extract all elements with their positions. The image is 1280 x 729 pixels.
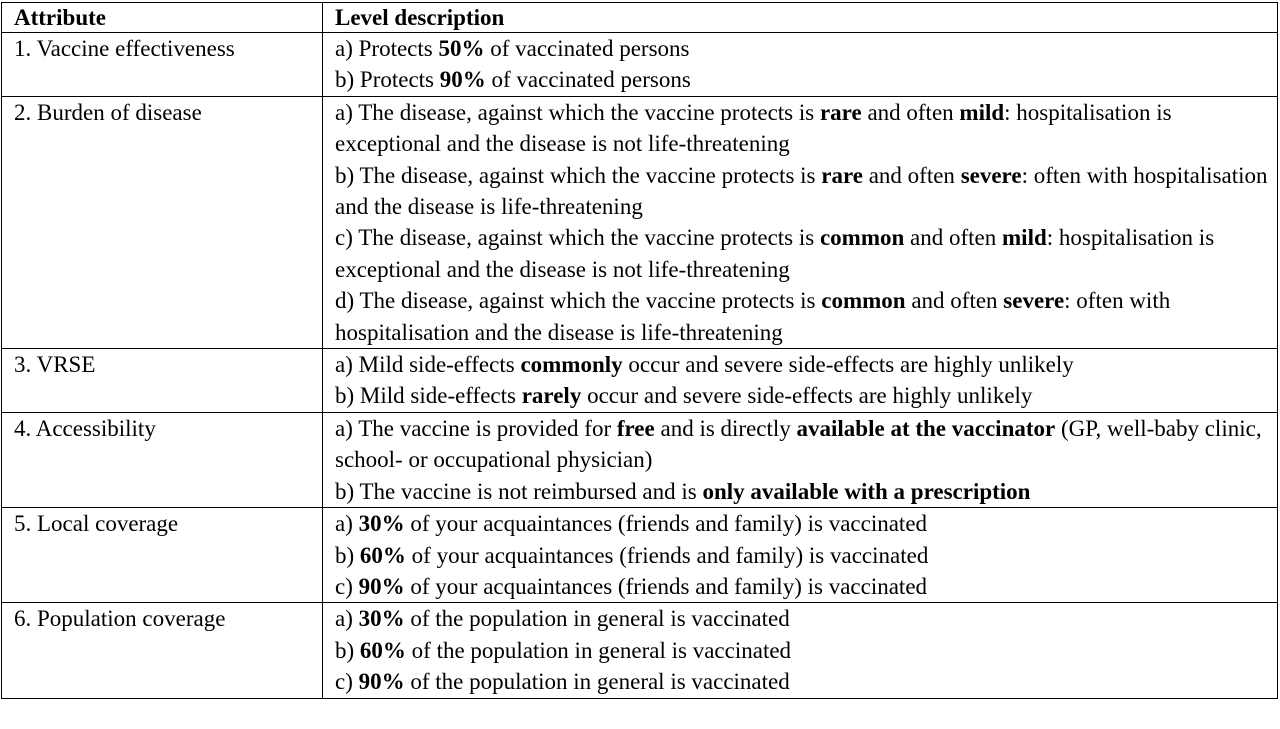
level-text: and often (904, 225, 1003, 251)
level-text: and often (905, 288, 1004, 314)
level-item (335, 635, 1277, 666)
level-text: a) (335, 511, 359, 537)
level-text: b) Mild side-effects (335, 383, 522, 409)
level-text: c) The disease, against which the vaccine protects is (335, 225, 820, 251)
level-text: d) The disease, against which the vaccine protects is (335, 288, 822, 314)
level-text: a) Protects (335, 36, 439, 61)
level-text: of your acquaintances (friends and family) is vaccinated (404, 511, 928, 537)
table-row (2, 33, 1278, 97)
level-text-emphasis: rarely (521, 383, 582, 409)
level-text-emphasis: rare (819, 99, 862, 125)
attribute-cell: 6. Population coverage (2, 603, 323, 698)
level-text: b) (335, 542, 360, 568)
level-item (335, 160, 1277, 223)
level-text: of the population in general is vaccinated (405, 637, 792, 663)
level-text-emphasis: mild (959, 99, 1005, 125)
level-item (335, 97, 1277, 160)
level-text-emphasis: only available with a prescription (702, 478, 1031, 504)
level-item (335, 413, 1277, 476)
level-text: : hospitalisation is exceptional and the disease is not life-threatening (335, 225, 1220, 282)
level-text-emphasis: severe (1003, 288, 1065, 314)
level-text-emphasis: common (821, 288, 906, 314)
attribute-cell: 5. Local coverage (2, 508, 323, 603)
table-row (2, 96, 1278, 348)
level-text-emphasis: 30% (358, 606, 405, 632)
level-text: of your acquaintances (friends and family) is vaccinated (405, 542, 929, 568)
level-text-emphasis: severe (960, 162, 1022, 188)
attribute-cell: 1. Vaccine effectiveness (2, 33, 323, 97)
level-text: a) The vaccine is provided for (335, 415, 617, 441)
level-item (335, 285, 1277, 348)
attribute-level-table (1, 2, 1278, 699)
level-text: : hospitalisation is exceptional and the disease is not life-threatening (335, 99, 1178, 157)
level-text: b) The vaccine is not reimbursed and is (335, 478, 703, 504)
level-description-cell (323, 603, 1278, 698)
level-text: of the population in general is vaccinated (404, 669, 790, 695)
table-header (2, 3, 1278, 33)
level-text: of your acquaintances (friends and family) is vaccinated (404, 573, 928, 599)
level-text: occur and severe side-effects are highly unlikely (581, 383, 1033, 409)
table-body (2, 33, 1278, 699)
level-item (335, 666, 1277, 697)
level-text-emphasis: mild (1002, 225, 1047, 251)
level-text-emphasis: 50% (438, 36, 485, 61)
level-text-emphasis: free (616, 415, 655, 441)
level-text-emphasis: 60% (359, 637, 406, 663)
table-row (2, 508, 1278, 603)
level-item (335, 222, 1277, 285)
level-text-emphasis: 60% (359, 542, 406, 568)
level-text-emphasis: 30% (358, 511, 405, 537)
level-text-emphasis: 90% (358, 669, 405, 695)
level-text: : often with hospitalisation and the disease is life-threatening (335, 288, 1176, 345)
header-row (2, 3, 1278, 33)
level-text: and often (861, 99, 960, 125)
attribute-cell: 4. Accessibility (2, 412, 323, 507)
level-text: a) The disease, against which the vaccine protects is (335, 99, 820, 125)
level-text-emphasis: 90% (358, 573, 405, 599)
level-item (335, 349, 1277, 380)
level-text: and is directly (654, 415, 797, 441)
attribute-cell: 3. VRSE (2, 349, 323, 413)
level-text: of vaccinated persons (484, 36, 690, 61)
level-item (335, 64, 1277, 95)
level-description-cell (323, 412, 1278, 507)
table-row (2, 349, 1278, 413)
level-item (335, 380, 1277, 411)
level-text-emphasis: 90% (439, 67, 486, 93)
level-item (335, 508, 1277, 539)
level-item (335, 476, 1277, 507)
level-text: a) Mild side-effects (335, 352, 521, 378)
level-description-cell (323, 508, 1278, 603)
level-item (335, 540, 1277, 571)
level-description-cell (323, 33, 1278, 97)
level-text-emphasis: common (819, 225, 905, 251)
level-description-cell (323, 349, 1278, 413)
header-level-description: Level description (323, 3, 1278, 33)
level-item (335, 571, 1277, 602)
level-text: (GP, well-baby clinic, school- or occupational physician) (335, 415, 1268, 473)
level-description-cell (323, 96, 1278, 348)
level-text: b) Protects (335, 67, 440, 93)
attribute-cell: 2. Burden of disease (2, 96, 323, 348)
level-text: a) (335, 606, 359, 632)
level-item (335, 33, 1277, 64)
level-text: and often (862, 162, 961, 188)
level-text-emphasis: available at the vaccinator (796, 415, 1056, 441)
level-text: of the population in general is vaccinated (404, 606, 790, 632)
level-text: : often with hospitalisation and the disease is life-threatening (335, 162, 1274, 220)
level-text: c) (335, 573, 359, 599)
header-attribute: Attribute (2, 3, 323, 33)
table-row (2, 412, 1278, 507)
table-row (2, 603, 1278, 698)
level-text: occur and severe side-effects are highly unlikely (622, 352, 1074, 378)
level-text: c) (335, 669, 359, 695)
level-text: b) The disease, against which the vaccine protects is (335, 162, 822, 188)
level-text: b) (335, 637, 360, 663)
level-item (335, 603, 1277, 634)
level-text-emphasis: rare (821, 162, 863, 188)
level-text: of vaccinated persons (485, 67, 691, 93)
level-text-emphasis: commonly (520, 352, 623, 378)
